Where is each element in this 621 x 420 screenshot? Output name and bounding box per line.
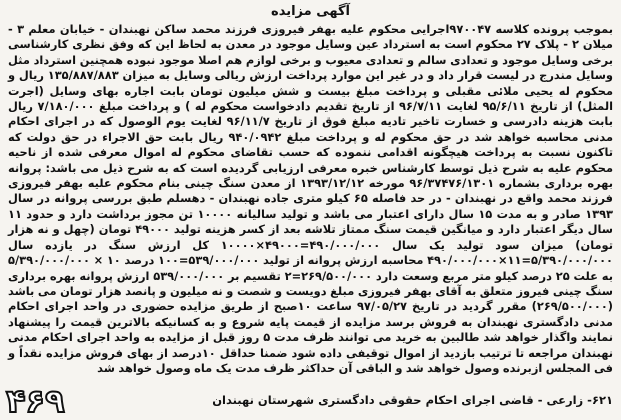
notice-code-stamp: ۴۶۹	[6, 382, 65, 420]
notice-body: بموجب پرونده کلاسه ۹۷۰۰۴۷اجرایی محکوم علیه بهفر فیروزی فرزند محمد ساکن نهبندان - خیابان معلم ۳ - میلان ۲ - پلاک ۲۷ محکوم است به استرداد عین وسایل موجود در معدن به لحاظ این که وفق نظری کارشناسی برخی وسایل موجود و تعدادی سالم و تعدادی معیوب و برخی لوازم هم اصلا موجود نبوده همچنین استرداد مثل وسایل مندرج در لیست قرار داد و در غیر این موارد پرداخت ارزش ریالی وسایل به میزان ۱۳۵/۸۸۷/۸۸۳ ریال و محکوم له یحیی ملائی مقبلی و پرداخت مبلغ بیست و شش میلیون تومان بابت اجاره بهای وسایل (اجرت المثل) از تاریخ ۹۵/۶/۱۱ لغایت ۹۶/۷/۱۱ از تاریخ تقدیم دادخواست محکوم له ) و پرداخت مبلغ ۷/۱۸۰/۰۰۰ ریال بابت هزینه دادرسی و خسارت تاخیر تادیه مبلغ فوق از تاریخ ۹۶/۱۱/۷ لغایت یوم الوصول که در اجرای احکام مدنی محاسبه خواهد شد در حق محکوم له و پرداخت مبلغ ۹۴۰/۰۹۴۲ ریال بابت حق الاجراء در حق دولت که تاکنون نسبت به پرداخت هیچگونه اقدامی ننموده که حسب تقاضای محکوم له اموال معرفی شده از ناحیه محکوم علیه به شرح ذیل توسط کارشناس خبره معرفی ارزیابی گردیده است که به شرح ذیل می باشد: پروانه بهره برداری بشماره ۹۶/۳۷۴۷۶/۱۳۰۱ مورخه ۱۳۹۳/۱۲/۱۲ از معدن سنگ چینی بنام محکوم علیه بهفر فیروزی فرزند محمد واقع در نهبندان - در حد فاصله ۶۵ کیلو متری جاده نهبندان - دهسلم طبق بررسی پروانه در سال ۱۳۹۳ صادر و به مدت ۱۵ سال دارای اعتبار می باشد و تولید سالیانه ۱۰۰۰۰ تن مجوز برداشت دارد و حدود ۱۱ سال دیگر اعتبار دارد و میانگین قیمت سنگ ممتاز تلاشه بعد از کسر هزینه تولید ۴۹۰۰۰ تومان (چهل و نه هزار تومان) میزان سود تولید یک سال ۴۹۰/۰۰۰/۰۰۰=۴۹۰۰۰×۱۰۰۰۰ کل ارزش سنگ در یازده سال ۵/۳۹۰/۰۰۰/۰۰۰=۱۱×۴۹۰/۰۰۰/۰۰۰ محاسبه ارزش پروانه از تولید ۵۳۹/۰۰۰/۰۰۰=۱۰۰ درصد ۱۰ × ۵/۳۹۰/۰۰۰/۰۰۰ به علت ۲۵ درصد کیلو متر مربع وسعت دارد ۲۶۹/۵۰۰/۰۰۰=۲ تقسیم بر ۵۳۹/۰۰۰/۰۰۰ ارزش پروانه بهره برداری سنگ چینی فیروز متعلق به آقای بهفر فیروزی مبلغ دویست و شصت و نه میلیون و پانصد هزار تومان می باشد (۲۶۹/۵۰۰/۰۰۰) مقرر گردید در تاریخ ۹۷/۰۵/۲۷ ساعت ۱۰صبح از طریق مزایده حضوری در واحد اجرای احکام مدنی دادگستری نهبندان به فروش برسد مزایده از قیمت پایه شروع و به کسانیکه بالاترین قیمت را پیشنهاد نمایند واگذار خواهد شد طالبین به خرید می توانند ظرف مدت ۵ روز قبل از مزایده به واحد اجرای احکام مدنی نهبندان مراجعه تا ترتیب بازدید از اموال توقیفی داده شود ضمنا حداقل ۱۰درصد از بهای فروش مزایده نقداً و فی المجلس ازبرنده وصول خواهد شد و الباقی آن حداکثر ظرف مدت یک ماه وصول خواهد شد	[8, 22, 614, 375]
notice-signature: ۶۲۱- زارعی - قاضی اجرای احکام حقوقی دادگستری شهرستان نهبندان	[212, 393, 613, 407]
notice-title: آگهی مزایده	[271, 4, 350, 19]
